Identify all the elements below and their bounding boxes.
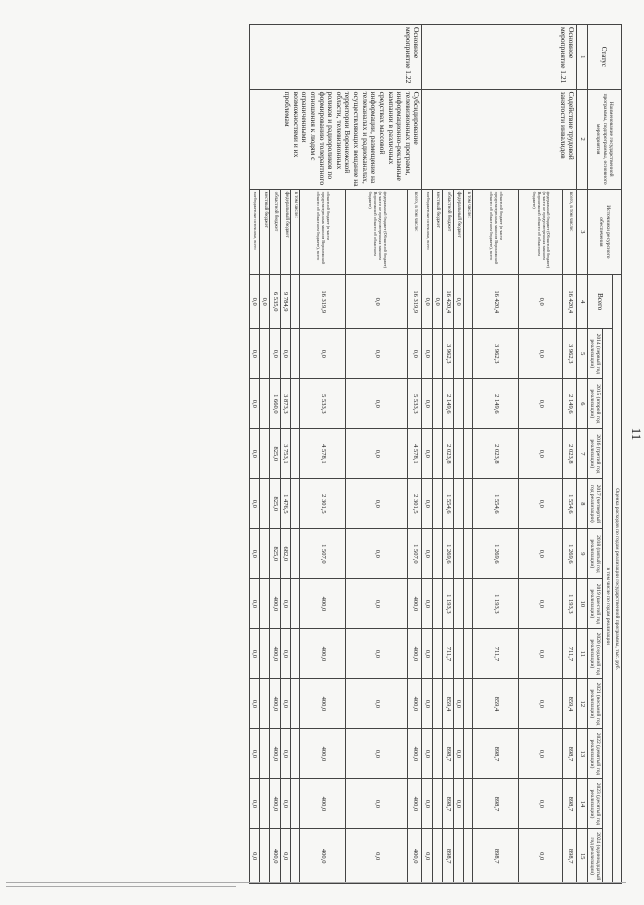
value-cell: 3 962,3 xyxy=(473,329,519,379)
column-number: 15 xyxy=(577,829,587,884)
value-cell: 1 554,6 xyxy=(443,479,453,529)
value-cell xyxy=(432,679,442,729)
value-cell xyxy=(291,479,300,529)
value-cell: 711,7 xyxy=(473,629,519,679)
value-cell: 2 023,8 xyxy=(563,429,577,479)
source-cell: местный бюджет xyxy=(432,189,442,274)
value-cell: 0,0 xyxy=(249,579,259,629)
value-cell: 1 507,0 xyxy=(408,529,422,579)
value-cell: 400,0 xyxy=(408,779,422,829)
value-cell xyxy=(260,779,270,829)
value-cell: 0,0 xyxy=(346,275,408,329)
value-cell: 16 319,9 xyxy=(408,275,422,329)
value-cell: 2 023,8 xyxy=(473,429,519,479)
column-number: 11 xyxy=(577,629,587,679)
value-cell: 0,0 xyxy=(422,829,432,884)
value-cell: 0,0 xyxy=(453,679,463,729)
source-cell: федеральный бюджет xyxy=(453,189,463,274)
value-cell: 400,0 xyxy=(270,829,280,884)
value-cell: 0,0 xyxy=(519,329,563,379)
value-cell xyxy=(291,629,300,679)
value-cell: 0,0 xyxy=(422,729,432,779)
value-cell: 1 554,6 xyxy=(563,479,577,529)
value-cell: 0,0 xyxy=(280,579,290,629)
column-number: 4 xyxy=(577,275,587,329)
value-cell: 0,0 xyxy=(519,679,563,729)
value-cell: 16 420,4 xyxy=(443,275,453,329)
header-year: 2019 (шестой год реализации) xyxy=(587,579,603,629)
value-cell xyxy=(291,429,300,479)
value-cell xyxy=(260,479,270,529)
source-cell: областной бюджет xyxy=(270,189,280,274)
value-cell: 898,7 xyxy=(473,729,519,779)
value-cell: 1 554,6 xyxy=(473,479,519,529)
value-cell xyxy=(453,829,463,884)
value-cell xyxy=(432,579,442,629)
table-header xyxy=(577,25,622,884)
source-cell: всего, в том числе: xyxy=(563,189,577,274)
table-body xyxy=(249,25,577,884)
value-cell: 0,0 xyxy=(453,779,463,829)
value-cell xyxy=(464,275,473,329)
value-cell: 9 784,9 xyxy=(280,275,290,329)
value-cell: 0,0 xyxy=(408,329,422,379)
value-cell xyxy=(291,579,300,629)
value-cell xyxy=(464,579,473,629)
value-cell: 400,0 xyxy=(300,779,346,829)
value-cell: 0,0 xyxy=(346,329,408,379)
value-cell: 0,0 xyxy=(249,729,259,779)
budget-table xyxy=(249,24,622,884)
value-cell: 0,0 xyxy=(519,379,563,429)
value-cell: 0,0 xyxy=(280,779,290,829)
column-number: 10 xyxy=(577,579,587,629)
value-cell: 1 507,0 xyxy=(300,529,346,579)
value-cell: 0,0 xyxy=(346,379,408,429)
value-cell: 0,0 xyxy=(280,329,290,379)
value-cell: 2 301,5 xyxy=(300,479,346,529)
value-cell: 0,0 xyxy=(432,275,442,329)
value-cell xyxy=(464,779,473,829)
value-cell: 400,0 xyxy=(300,829,346,884)
value-cell xyxy=(432,479,442,529)
value-cell: 859,4 xyxy=(443,679,453,729)
header-status: Статус xyxy=(587,25,621,90)
value-cell: 898,7 xyxy=(473,829,519,884)
value-cell xyxy=(453,529,463,579)
value-cell: 1 660,0 xyxy=(270,379,280,429)
column-number: 8 xyxy=(577,479,587,529)
program-name-cell: Содействие трудовой занятости инвалидов xyxy=(422,89,577,189)
value-cell: 4 578,1 xyxy=(300,429,346,479)
value-cell: 0,0 xyxy=(346,479,408,529)
value-cell xyxy=(453,579,463,629)
value-cell xyxy=(291,729,300,779)
value-cell: 0,0 xyxy=(519,429,563,479)
value-cell: 400,0 xyxy=(270,779,280,829)
value-cell: 711,7 xyxy=(443,629,453,679)
value-cell: 0,0 xyxy=(453,729,463,779)
value-cell: 3 873,3 xyxy=(280,379,290,429)
value-cell: 400,0 xyxy=(270,729,280,779)
value-cell: 0,0 xyxy=(422,529,432,579)
value-cell: 400,0 xyxy=(408,829,422,884)
header-year: 2014 (первый год реализации) xyxy=(587,329,603,379)
value-cell: 825,0 xyxy=(270,479,280,529)
footer-line xyxy=(6,882,626,883)
footer-line-short xyxy=(6,886,236,887)
source-cell: федеральный бюджет (Областной бюджет) (в части не предусмотренных законом Воронежской области об областном бюджете) xyxy=(346,189,408,274)
header-year: 2018 (пятый год реализации) xyxy=(587,529,603,579)
value-cell: 3 962,3 xyxy=(443,329,453,379)
table-row xyxy=(563,25,577,884)
header-year: 2024 (одиннадцатый год реализации) xyxy=(587,829,603,884)
value-cell xyxy=(432,729,442,779)
value-cell: 0,0 xyxy=(422,779,432,829)
value-cell: 898,7 xyxy=(563,779,577,829)
column-number: 7 xyxy=(577,429,587,479)
value-cell: 898,7 xyxy=(473,779,519,829)
value-cell xyxy=(291,529,300,579)
value-cell: 0,0 xyxy=(249,429,259,479)
value-cell: 0,0 xyxy=(519,779,563,829)
value-cell: 400,0 xyxy=(408,579,422,629)
value-cell xyxy=(260,379,270,429)
source-cell: местный бюджет xyxy=(260,189,270,274)
value-cell: 1 193,3 xyxy=(563,579,577,629)
value-cell: 0,0 xyxy=(249,679,259,729)
value-cell: 400,0 xyxy=(270,679,280,729)
value-cell: 16 420,4 xyxy=(473,275,519,329)
value-cell: 16 319,9 xyxy=(300,275,346,329)
value-cell: 898,7 xyxy=(443,779,453,829)
header-total: Всего xyxy=(587,275,612,329)
value-cell: 0,0 xyxy=(422,379,432,429)
value-cell xyxy=(260,529,270,579)
value-cell: 2 149,6 xyxy=(563,379,577,429)
value-cell xyxy=(464,429,473,479)
value-cell: 0,0 xyxy=(519,729,563,779)
value-cell xyxy=(260,429,270,479)
source-cell: федеральный бюджет (Областной бюджет) (в части не предусмотренных законом Воронежской области об областном бюджете) xyxy=(519,189,563,274)
value-cell xyxy=(432,779,442,829)
value-cell: 1 269,6 xyxy=(443,529,453,579)
value-cell: 0,0 xyxy=(300,329,346,379)
value-cell: 0,0 xyxy=(422,329,432,379)
source-cell: внебюджетные источники, всего xyxy=(249,189,259,274)
value-cell xyxy=(432,629,442,679)
value-cell: 0,0 xyxy=(280,629,290,679)
value-cell: 0,0 xyxy=(346,629,408,679)
column-number: 1 xyxy=(577,25,587,90)
column-number: 14 xyxy=(577,779,587,829)
value-cell xyxy=(464,479,473,529)
value-cell: 1 193,3 xyxy=(443,579,453,629)
value-cell: 898,7 xyxy=(563,829,577,884)
value-cell: 1 269,6 xyxy=(563,529,577,579)
value-cell: 0,0 xyxy=(346,679,408,729)
column-number: 3 xyxy=(577,189,587,274)
value-cell: 0,0 xyxy=(249,479,259,529)
value-cell xyxy=(432,529,442,579)
value-cell xyxy=(291,829,300,884)
value-cell: 0,0 xyxy=(519,275,563,329)
header-estimate: Оценка расходов по годам реализации государственной программы, тыс. руб. xyxy=(612,275,621,884)
value-cell: 1 193,3 xyxy=(473,579,519,629)
value-cell: 825,0 xyxy=(270,429,280,479)
header-including: в том числе по годам реализации xyxy=(603,329,612,884)
rotated-page xyxy=(12,24,644,884)
header-name: Наименование государственной программы, подпрограммы, основного мероприятия xyxy=(587,89,621,189)
source-cell: в том числе: xyxy=(464,189,473,274)
header-year: 2016 (третий год реализации) xyxy=(587,429,603,479)
column-number: 13 xyxy=(577,729,587,779)
value-cell: 0,0 xyxy=(270,329,280,379)
value-cell: 0,0 xyxy=(280,729,290,779)
value-cell: 0,0 xyxy=(519,629,563,679)
value-cell: 0,0 xyxy=(422,429,432,479)
column-number: 2 xyxy=(577,89,587,189)
value-cell: 400,0 xyxy=(300,729,346,779)
value-cell: 16 420,4 xyxy=(563,275,577,329)
value-cell: 898,7 xyxy=(563,729,577,779)
value-cell xyxy=(464,629,473,679)
value-cell: 0,0 xyxy=(422,629,432,679)
source-cell: областной бюджет xyxy=(443,189,453,274)
value-cell: 6 535,0 xyxy=(270,275,280,329)
header-year: 2021 (восьмой год реализации) xyxy=(587,679,603,729)
value-cell xyxy=(260,629,270,679)
source-cell: федеральный бюджет xyxy=(280,189,290,274)
value-cell: 0,0 xyxy=(280,679,290,729)
value-cell: 2 023,8 xyxy=(443,429,453,479)
value-cell: 0,0 xyxy=(519,479,563,529)
value-cell xyxy=(453,379,463,429)
value-cell xyxy=(464,379,473,429)
value-cell: 898,7 xyxy=(443,829,453,884)
value-cell xyxy=(291,679,300,729)
value-cell: 859,4 xyxy=(473,679,519,729)
page-number: 11 xyxy=(629,427,644,441)
status-cell: Основное мероприятие 1.21 xyxy=(422,25,577,90)
value-cell xyxy=(260,679,270,729)
header-year: 2022 (девятый год реализации) xyxy=(587,729,603,779)
value-cell: 2 301,5 xyxy=(408,479,422,529)
value-cell: 0,0 xyxy=(346,729,408,779)
value-cell: 400,0 xyxy=(270,629,280,679)
value-cell: 0,0 xyxy=(249,275,259,329)
value-cell xyxy=(291,329,300,379)
value-cell: 400,0 xyxy=(408,679,422,729)
value-cell: 0,0 xyxy=(249,629,259,679)
value-cell: 0,0 xyxy=(249,779,259,829)
value-cell: 3 753,1 xyxy=(280,429,290,479)
value-cell: 0,0 xyxy=(249,529,259,579)
source-cell: областной бюджет (в части предусмотренных законом Воронежской области об областном бюджете), всего xyxy=(300,189,346,274)
value-cell: 898,7 xyxy=(443,729,453,779)
value-cell: 400,0 xyxy=(408,629,422,679)
value-cell xyxy=(291,379,300,429)
source-cell: в том числе: xyxy=(291,189,300,274)
value-cell xyxy=(432,829,442,884)
source-cell: внебюджетные источники, всего xyxy=(422,189,432,274)
value-cell xyxy=(453,329,463,379)
value-cell: 0,0 xyxy=(422,579,432,629)
value-cell: 1 476,5 xyxy=(280,479,290,529)
value-cell xyxy=(453,479,463,529)
value-cell: 0,0 xyxy=(346,829,408,884)
value-cell: 5 533,3 xyxy=(300,379,346,429)
column-number: 5 xyxy=(577,329,587,379)
value-cell: 4 578,1 xyxy=(408,429,422,479)
status-cell: Основное мероприятие 1.22 xyxy=(249,25,422,90)
value-cell: 0,0 xyxy=(249,829,259,884)
value-cell: 0,0 xyxy=(280,829,290,884)
value-cell xyxy=(464,529,473,579)
value-cell: 0,0 xyxy=(519,579,563,629)
value-cell: 0,0 xyxy=(346,579,408,629)
value-cell xyxy=(464,329,473,379)
value-cell xyxy=(464,679,473,729)
value-cell: 0,0 xyxy=(346,429,408,479)
value-cell: 0,0 xyxy=(422,679,432,729)
value-cell: 825,0 xyxy=(270,529,280,579)
value-cell: 400,0 xyxy=(300,579,346,629)
value-cell: 0,0 xyxy=(346,529,408,579)
value-cell: 0,0 xyxy=(422,275,432,329)
header-year: 2020 (седьмой год реализации) xyxy=(587,629,603,679)
value-cell xyxy=(464,729,473,779)
value-cell: 400,0 xyxy=(300,629,346,679)
value-cell: 2 149,6 xyxy=(443,379,453,429)
value-cell: 0,0 xyxy=(249,379,259,429)
value-cell: 0,0 xyxy=(519,529,563,579)
value-cell: 1 269,6 xyxy=(473,529,519,579)
value-cell xyxy=(291,779,300,829)
value-cell xyxy=(260,829,270,884)
value-cell xyxy=(432,329,442,379)
value-cell xyxy=(453,629,463,679)
header-year: 2023 (десятый год реализации) xyxy=(587,779,603,829)
program-name-cell: Субсидирование телевизионных программ, информационно-рекламные кампании в различных средствах массовой информации, размещение на телеканалах и радиоканалах, осуществляющих вещание на территории Воронежской области, телевизионных роликов и радиороликов по формированию толерантного отношения к людям с ограниченными возможностями и их проблемам xyxy=(249,89,422,189)
source-cell: областной бюджет (в части предусмотренных законом Воронежской области об областном бюджете), всего xyxy=(473,189,519,274)
value-cell: 5 533,3 xyxy=(408,379,422,429)
value-cell: 0,0 xyxy=(422,479,432,529)
table-row xyxy=(408,25,422,884)
value-cell: 0,0 xyxy=(249,329,259,379)
value-cell xyxy=(291,275,300,329)
value-cell: 711,7 xyxy=(563,629,577,679)
value-cell: 0,0 xyxy=(453,275,463,329)
value-cell xyxy=(260,579,270,629)
header-year: 2017 (четвертый год реализации) xyxy=(587,479,603,529)
value-cell: 400,0 xyxy=(300,679,346,729)
value-cell xyxy=(260,729,270,779)
value-cell xyxy=(432,429,442,479)
value-cell: 0,0 xyxy=(519,829,563,884)
source-cell: всего, в том числе: xyxy=(408,189,422,274)
value-cell: 3 962,3 xyxy=(563,329,577,379)
value-cell xyxy=(464,829,473,884)
value-cell: 0,0 xyxy=(346,779,408,829)
value-cell: 2 149,6 xyxy=(473,379,519,429)
column-number: 6 xyxy=(577,379,587,429)
value-cell: 859,4 xyxy=(563,679,577,729)
value-cell: 400,0 xyxy=(408,729,422,779)
value-cell xyxy=(432,379,442,429)
value-cell: 400,0 xyxy=(270,579,280,629)
column-number: 9 xyxy=(577,529,587,579)
value-cell: 682,0 xyxy=(280,529,290,579)
value-cell xyxy=(453,429,463,479)
value-cell: 0,0 xyxy=(260,275,270,329)
header-year: 2015 (второй год реализации) xyxy=(587,379,603,429)
value-cell xyxy=(260,329,270,379)
column-number: 12 xyxy=(577,679,587,729)
header-source: Источники ресурсного обеспечения xyxy=(587,189,621,274)
